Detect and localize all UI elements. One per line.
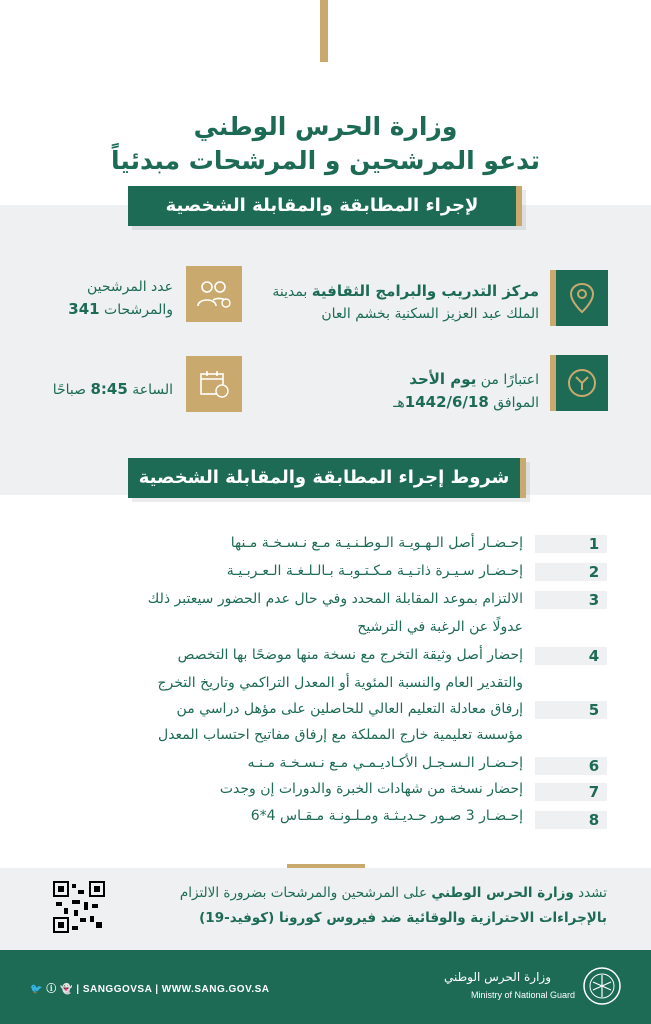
notice-line1: تشدد وزارة الحرس الوطني على المرشحين والمرشحات بضرورة الالتزام bbox=[179, 885, 607, 901]
location-icon bbox=[550, 270, 608, 326]
location-text: مركز التدريب والبرامج الثقافية بمدينة الملك عبد العزيز السكنية بخشم العان bbox=[272, 282, 539, 322]
ministry-emblem-icon bbox=[581, 962, 623, 1010]
date-text: اعتبارًا من يوم الأحد الموافق 1442/6/18هـ bbox=[393, 370, 539, 411]
purpose-banner: لإجراء المطابقة والمقابلة الشخصية bbox=[128, 186, 522, 226]
notice-line2: بالإجراءات الاحترازية والوقائية ضد فيروس كورونا (كوفيد-19) bbox=[199, 910, 607, 926]
calendar-icon bbox=[186, 356, 242, 412]
page-subtitle: تدعو المرشحين و المرشحات مبدئياً bbox=[111, 146, 540, 175]
clock-icon bbox=[550, 355, 608, 411]
candidates-text: عدد المرشحين والمرشحات 341 bbox=[68, 279, 173, 318]
time-text: الساعة 8:45 صباحًا bbox=[52, 380, 173, 398]
ministry-name-ar: وزارة الحرس الوطني bbox=[443, 970, 551, 984]
ministry-name-en: Ministry of National Guard bbox=[470, 990, 575, 1000]
footer-links[interactable]: 🐦 ⓘ 👻 | SANGGOVSA | WWW.SANG.GOV.SA bbox=[30, 984, 270, 995]
info-panel bbox=[0, 205, 651, 495]
qr-code-icon[interactable] bbox=[52, 880, 106, 934]
footer bbox=[0, 950, 651, 1024]
top-gold-line bbox=[320, 0, 328, 62]
candidates-icon bbox=[186, 266, 242, 322]
page-title: وزارة الحرس الوطني bbox=[193, 112, 458, 141]
conditions-heading: شروط إجراء المطابقة والمقابلة الشخصية bbox=[128, 458, 526, 498]
